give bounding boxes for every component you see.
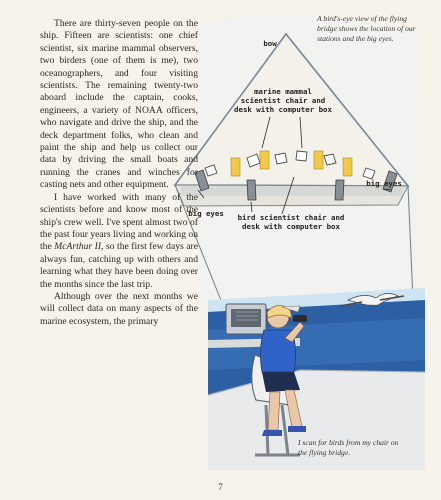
chair-marker [296, 151, 307, 161]
big-eyes-marker [247, 180, 256, 200]
label-bird-station: bird scientist chair and desk with computer box [237, 213, 345, 231]
paragraph-3: Although over the next months we will collect data on many aspects of the marine ecosystem, the primary [40, 290, 198, 327]
flying-bridge-diagram [175, 15, 420, 318]
caption-top: A bird's-eye view of the flying bridge shows the location of our stations and the big eyes. [317, 14, 416, 43]
paragraph-1: There are thirty-seven people on the ship. Fifteen are scientists: one chief scientist, six marine mammal observers, two birders (one of them is me), two oceanographers, and four visiting scientists. The remaining twenty-two aboard include the captain, cooks, engineers, a variety of NOAA officers, who navigate and drive the ship, and the deck department folks, who clean and paint the ship and help us collect our data by driving the small boats and running the cranes and winches for casting nets and other equipment. [40, 18, 198, 191]
label-marine-mammal-station: marine mammal scientist chair and desk with computer box [234, 87, 332, 114]
desk-marker [260, 151, 269, 169]
page-number: 7 [218, 482, 223, 492]
chair-marker [275, 153, 287, 164]
label-bow: bow [263, 39, 277, 48]
desk-marker [343, 158, 352, 176]
label-big-eyes-left: big eyes [188, 209, 224, 218]
paragraph-2-end: , so the first few days are always fun, catching up with others and learning what they have been doing over the months since the last trip. [40, 241, 199, 290]
desk-marker [314, 151, 323, 169]
label-big-eyes-right: big eyes [366, 179, 402, 188]
big-eyes-marker [335, 180, 344, 200]
paragraph-2-start: I have worked with many of the scientists before and know most of the ship's crew well. I've spent almost two of the past four years living and working on the [40, 191, 198, 253]
body-text-column [40, 18, 198, 328]
desk-marker [231, 158, 240, 176]
paragraph-2 [40, 192, 198, 291]
binoculars [293, 315, 307, 322]
observer-shorts [262, 372, 300, 392]
caption-bottom: I scan for birds from my chair on the flying bridge. [298, 438, 399, 457]
ship-name: McArthur II [54, 241, 102, 253]
